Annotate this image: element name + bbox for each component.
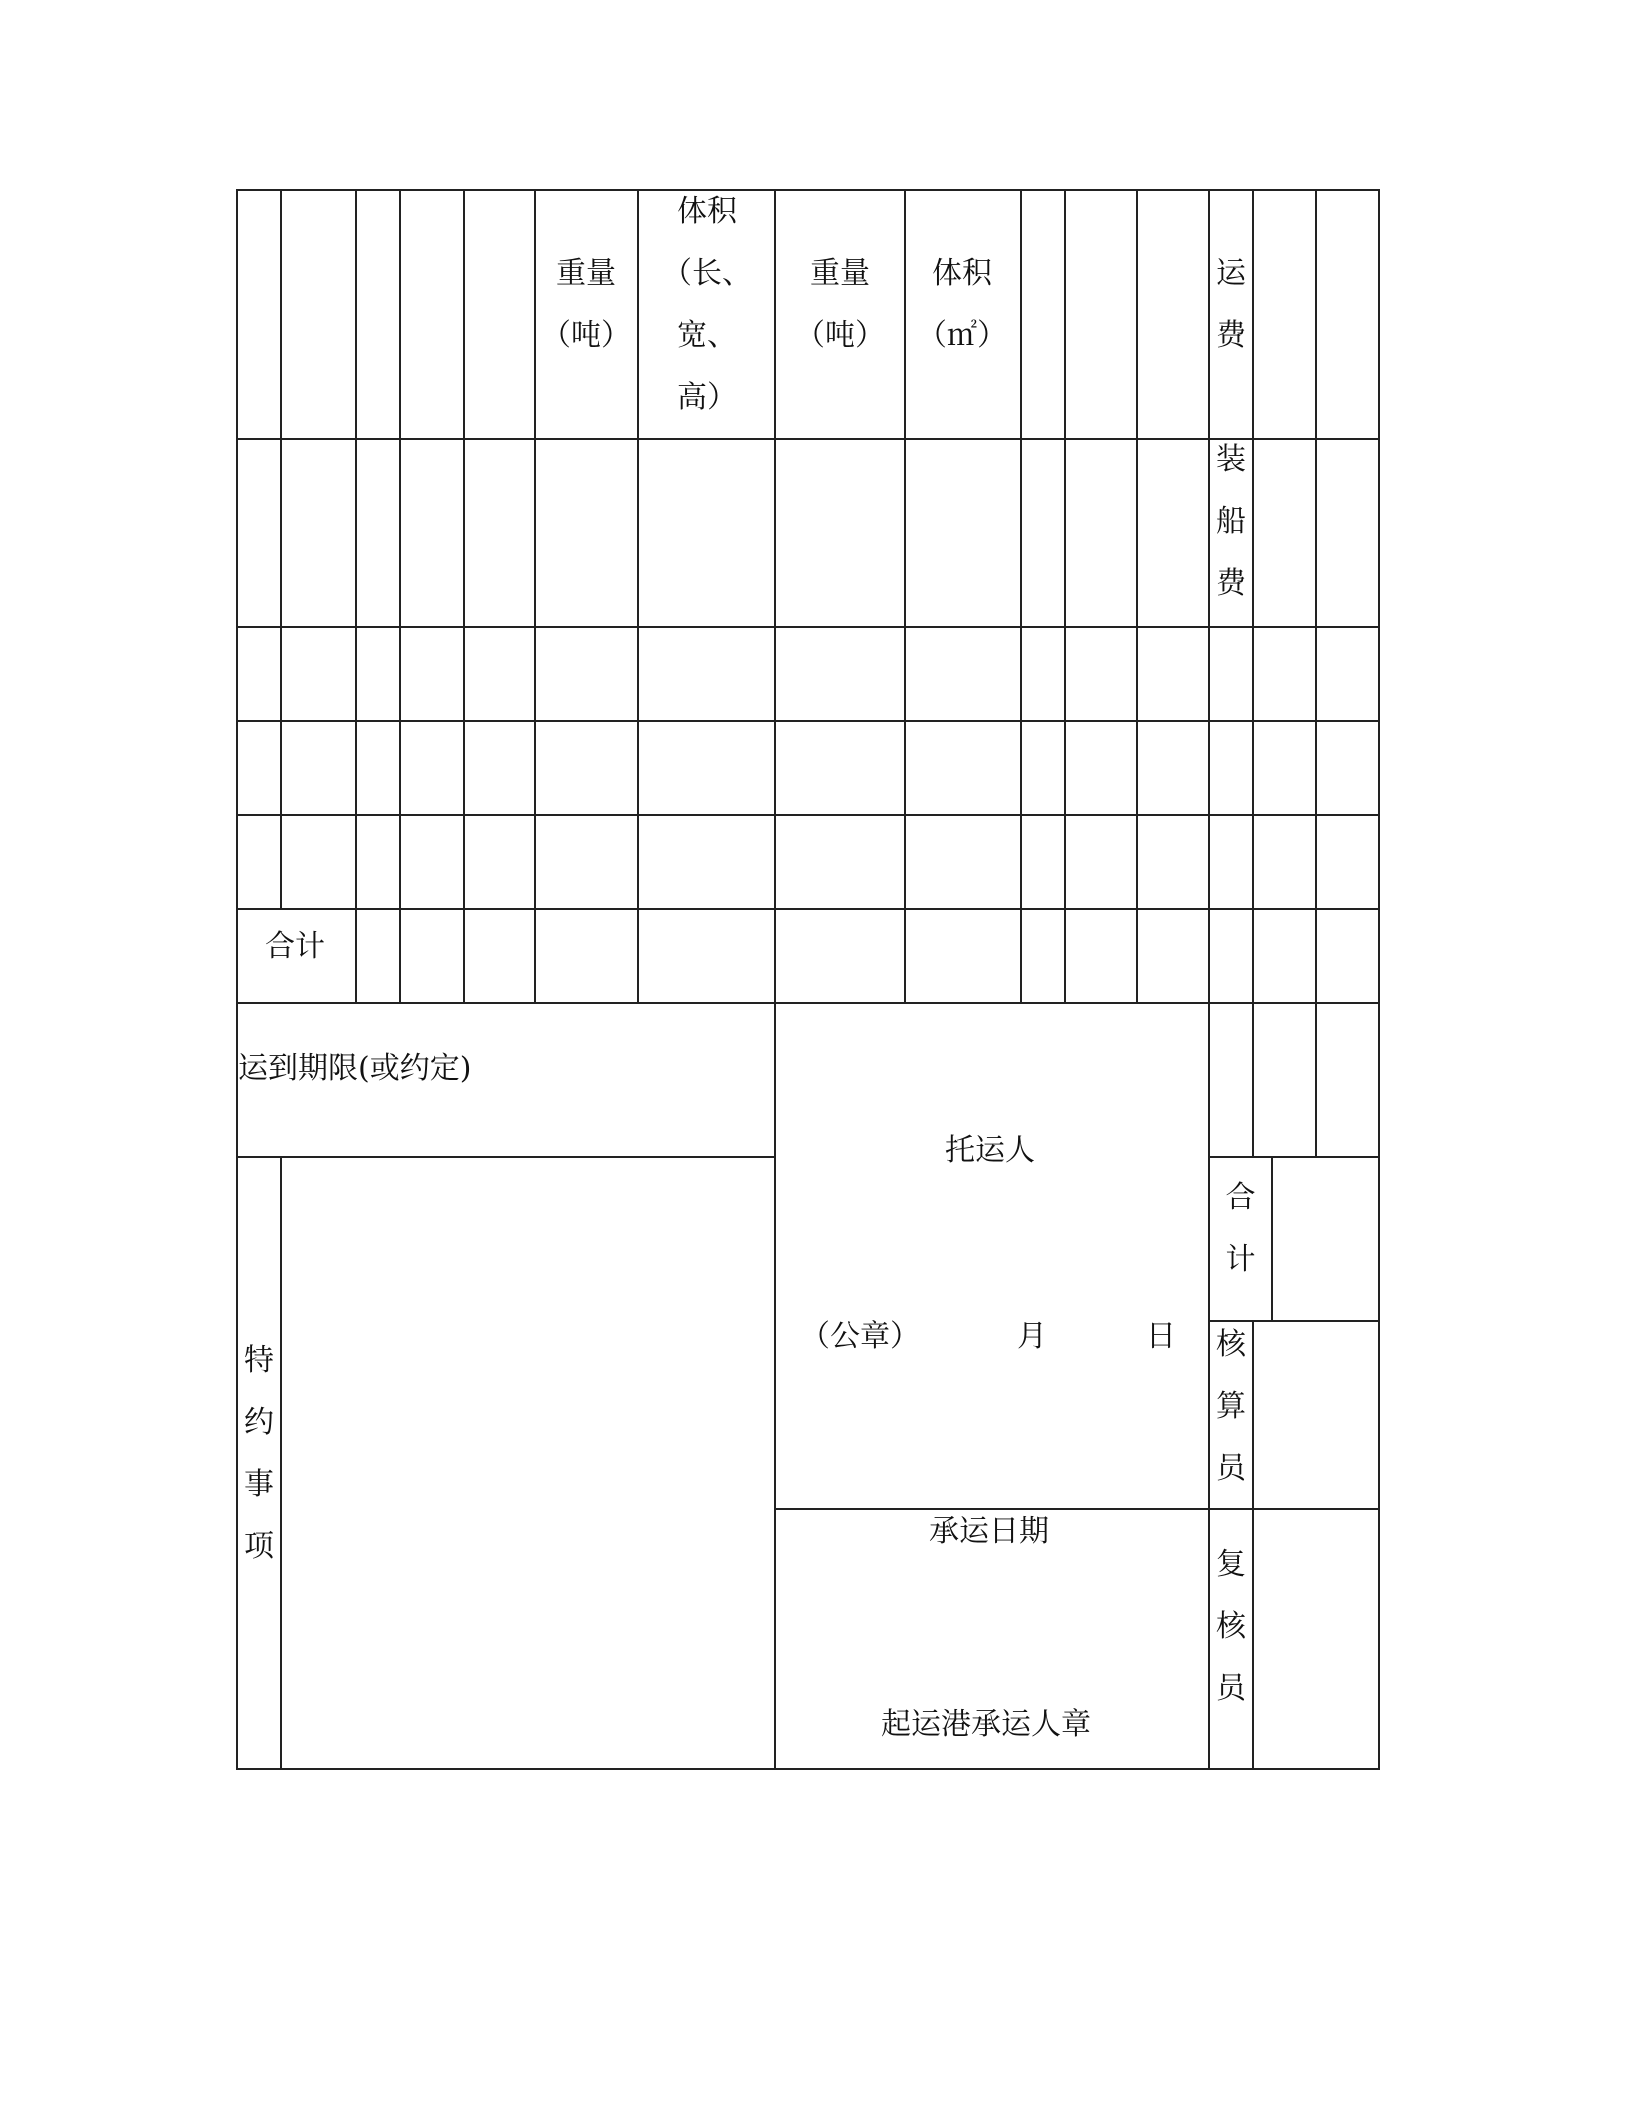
loading-fee-char2: 船 xyxy=(1216,504,1246,539)
col-line-l xyxy=(1208,189,1210,1770)
col-line-m-lower xyxy=(1252,1320,1254,1770)
header-volume-confirmed xyxy=(910,243,1014,367)
reviewer-label xyxy=(1210,1534,1252,1720)
col-line-h xyxy=(904,189,906,1004)
col-line-a-upper xyxy=(280,189,282,908)
total-char2: 计 xyxy=(1225,1242,1256,1277)
header-volume-declared-line1: 体积 xyxy=(677,194,737,229)
col-line-i xyxy=(1020,189,1022,1004)
header-volume-confirmed-unit: （㎡） xyxy=(917,318,1007,353)
table-right-border xyxy=(1378,189,1380,1770)
header-volume-declared-line2: （长、 xyxy=(662,256,752,291)
header-volume-declared-line4: 高） xyxy=(677,380,737,415)
accountant-char2: 算 xyxy=(1216,1389,1246,1424)
special-terms-char1: 特 xyxy=(244,1343,274,1378)
accountant-char3: 员 xyxy=(1216,1451,1246,1486)
header-weight-confirmed xyxy=(790,243,890,367)
col-line-a-lower xyxy=(280,1156,282,1770)
shipper-seal: （公章） xyxy=(800,1319,920,1354)
header-volume-confirmed-line1: 体积 xyxy=(932,256,992,291)
header-weight-declared xyxy=(540,243,632,367)
reviewer-char3: 员 xyxy=(1216,1671,1246,1706)
total-char1: 合 xyxy=(1225,1180,1256,1215)
col-line-e xyxy=(534,189,536,1004)
header-freight xyxy=(1210,243,1252,367)
special-terms-char2: 约 xyxy=(244,1405,274,1440)
accountant-label xyxy=(1210,1314,1252,1500)
col-line-g xyxy=(774,189,776,1770)
special-terms-char3: 事 xyxy=(244,1467,274,1502)
carrier-seal-label: 起运港承运人章 xyxy=(881,1707,1091,1742)
special-terms-label xyxy=(238,1330,280,1578)
col-line-m-upper xyxy=(1252,189,1254,1158)
loading-fee-label xyxy=(1210,429,1252,615)
loading-fee-char1: 装 xyxy=(1216,442,1246,477)
header-weight-confirmed-line1: 重量 xyxy=(810,256,870,291)
shipper-label: 托运人 xyxy=(945,1133,1035,1168)
col-line-c xyxy=(399,189,401,1004)
accountant-char1: 核 xyxy=(1216,1327,1246,1362)
shipper-month: 月 xyxy=(1017,1319,1047,1354)
carrier-date-label: 承运日期 xyxy=(929,1514,1049,1549)
col-line-n xyxy=(1315,189,1317,1158)
header-volume-declared-line3: 宽、 xyxy=(677,318,737,353)
special-terms-char4: 项 xyxy=(244,1529,274,1564)
header-weight-declared-line1: 重量 xyxy=(556,256,616,291)
total-label-divider xyxy=(1271,1156,1273,1322)
delivery-deadline-label: 运到期限(或约定) xyxy=(238,1051,472,1086)
reviewer-char2: 核 xyxy=(1216,1609,1246,1644)
subtotal-label: 合计 xyxy=(265,929,325,964)
header-weight-declared-line2: （吨） xyxy=(541,318,631,353)
col-line-f xyxy=(637,189,639,1004)
right-block-line-3 xyxy=(1208,1508,1380,1510)
col-line-k xyxy=(1136,189,1138,1004)
deadline-bottom-line xyxy=(236,1156,774,1158)
header-freight-char2: 费 xyxy=(1216,318,1246,353)
header-weight-confirmed-line2: （吨） xyxy=(795,318,885,353)
col-line-b xyxy=(355,189,357,1004)
header-freight-char1: 运 xyxy=(1216,256,1246,291)
loading-fee-char3: 费 xyxy=(1216,566,1246,601)
right-block-line-1 xyxy=(1208,1156,1380,1158)
shipper-day: 日 xyxy=(1146,1319,1176,1354)
col-line-j xyxy=(1064,189,1066,1004)
col-line-d xyxy=(463,189,465,1004)
total-label xyxy=(1210,1167,1271,1291)
header-volume-declared xyxy=(640,181,774,429)
reviewer-char1: 复 xyxy=(1216,1547,1246,1582)
